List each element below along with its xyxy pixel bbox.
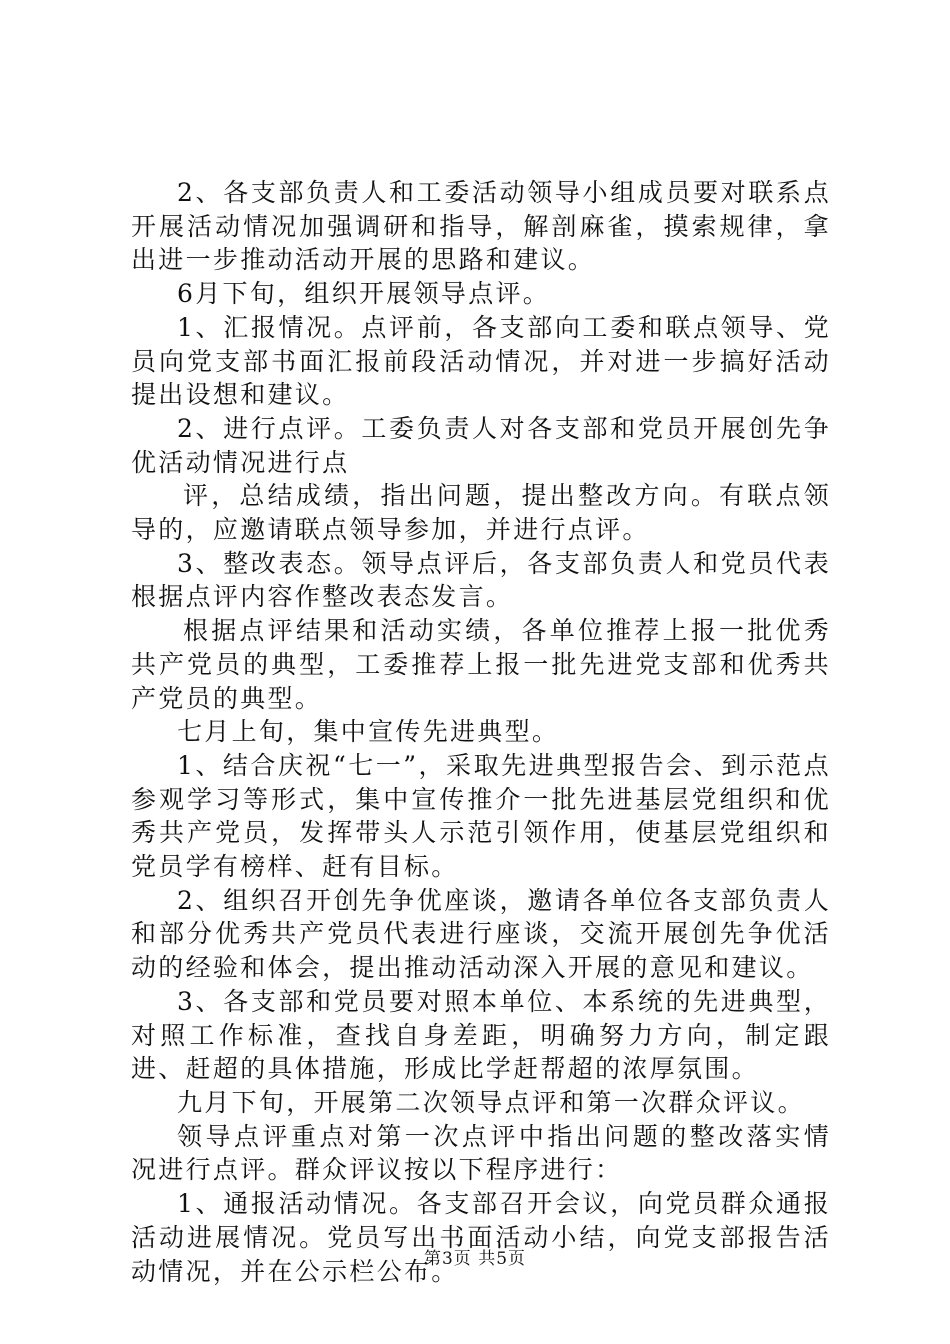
paragraph: 七月上旬，集中宣传先进典型。 xyxy=(177,717,560,747)
paragraph: 1、通报活动情况。各支部召开会议，向党员群众通报活动进展情况。党员写出书面活动小结，向党支部报告活动情况，并在公示栏公布。 xyxy=(131,1189,831,1286)
paragraph: 领导点评重点对第一次点评中指出问题的整改落实情况进行点评。群众评议按以下程序进行： xyxy=(131,1121,831,1185)
paragraph: 评，总结成绩，指出问题，提出整改方向。有联点领导的，应邀请联点领导参加，并进行点评。 xyxy=(131,481,831,545)
page-number-footer: 第3页 共5页 xyxy=(423,1249,527,1269)
paragraph: 1、汇报情况。点评前，各支部向工委和联点领导、党员向党支部书面汇报前段活动情况，并对进一步搞好活动提出设想和建议。 xyxy=(131,312,831,410)
paragraph: 1、结合庆祝“七一”，采取先进典型报告会、到示范点参观学习等形式，集中宣传推介一批先进基层党组织和优秀共产党员，发挥带头人示范引领作用，使基层党组织和党员学有榜样、赶有目标。 xyxy=(131,750,831,882)
paragraph: 2、进行点评。工委负责人对各支部和党员开展创先争优活动情况进行点 xyxy=(131,413,831,477)
paragraph: 3、各支部和党员要对照本单位、本系统的先进典型，对照工作标准，查找自身差距，明确努力方向，制定跟进、赶超的具体措施，形成比学赶帮超的浓厚氛围。 xyxy=(131,986,831,1084)
paragraph: 根据点评结果和活动实绩，各单位推荐上报一批优秀共产党员的典型，工委推荐上报一批先进党支部和优秀共产党员的典型。 xyxy=(131,616,831,713)
document-body xyxy=(131,176,831,1288)
paragraph: 3、整改表态。领导点评后，各支部负责人和党员代表根据点评内容作整改表态发言。 xyxy=(131,548,831,612)
paragraph: 6月下旬，组织开展领导点评。 xyxy=(177,279,551,309)
paragraph: 2、组织召开创先争优座谈，邀请各单位各支部负责人和部分优秀共产党员代表进行座谈，交流开展创先争优活动的经验和体会，提出推动活动深入开展的意见和建议。 xyxy=(131,885,831,983)
paragraph: 九月下旬，开展第二次领导点评和第一次群众评议。 xyxy=(177,1087,805,1117)
paragraph: 2、各支部负责人和工委活动领导小组成员要对联系点开展活动情况加强调研和指导，解剖麻雀，摸索规律，拿出进一步推动活动开展的思路和建议。 xyxy=(131,178,831,275)
